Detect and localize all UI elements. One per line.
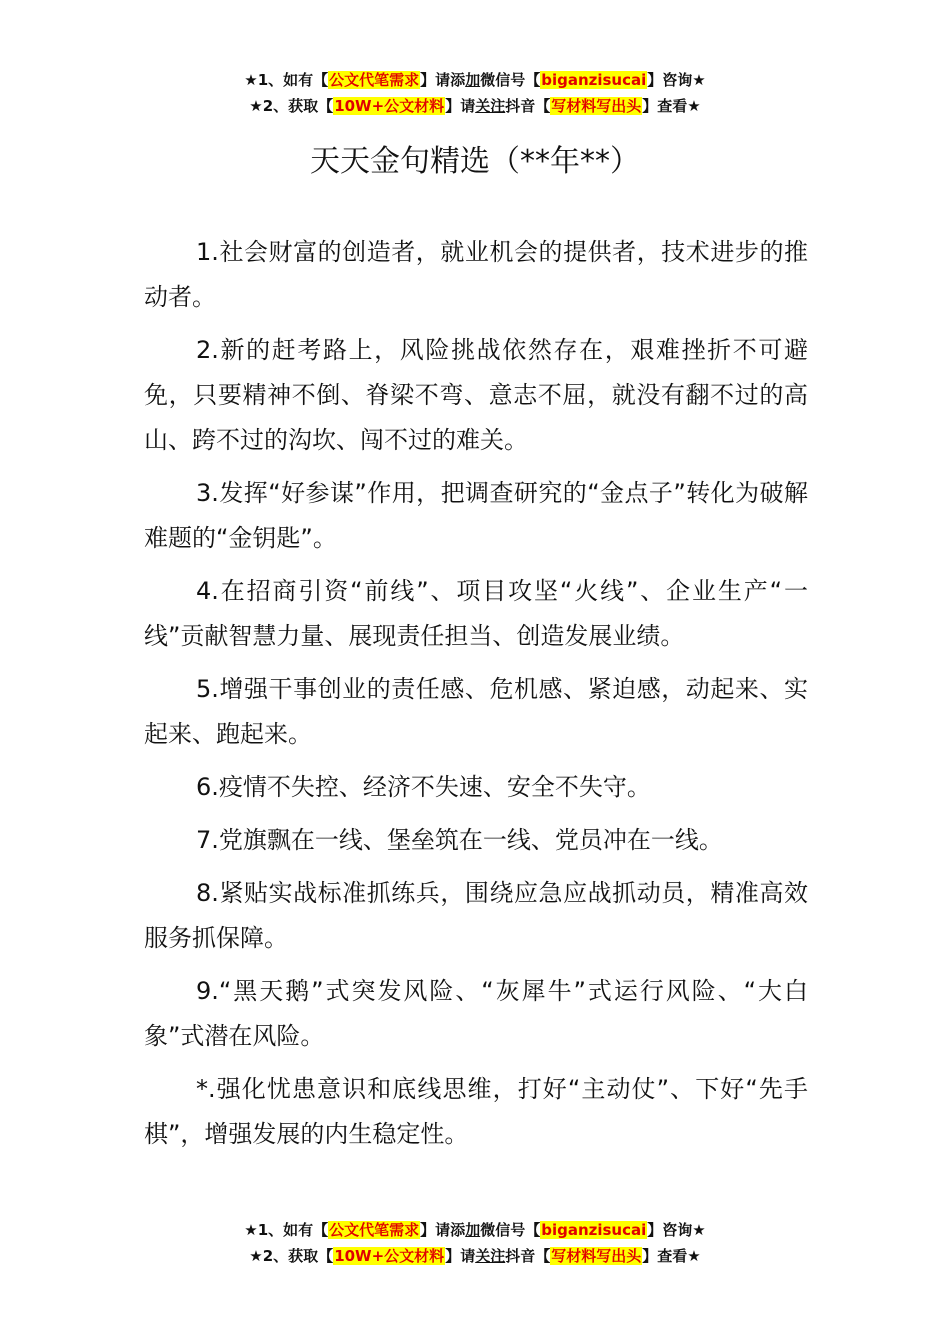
banner-text: 】请 (445, 1247, 476, 1265)
banner-text: ★2、获取【 (249, 97, 334, 115)
banner-text: ★1、如有【 (244, 1221, 329, 1239)
banner-text: 】查看★ (642, 1247, 701, 1265)
banner-text: 抖音【 (505, 97, 551, 115)
banner-text: 】请添 (420, 71, 466, 89)
banner-highlight: 10W+公文材料 (334, 97, 445, 115)
banner-highlight: 公文代笔需求 (329, 1221, 420, 1239)
paragraph-2: 2.新的赶考路上，风险挑战依然存在，艰难挫折不可避免，只要精神不倒、脊梁不弯、意志不屈，就没有翻不过的高山、跨不过的沟坎、闯不过的难关。 (144, 336, 808, 454)
paragraph-9: 9.“黑天鹅”式突发风险、“灰犀牛”式运行风险、“大白象”式潜在风险。 (144, 977, 808, 1050)
banner-line-2 (0, 93, 950, 119)
banner-underlined-text: 加 (465, 71, 481, 89)
paragraph-3: 3.发挥“好参谋”作用，把调查研究的“金点子”转化为破解难题的“金钥匙”。 (144, 479, 808, 552)
paragraph-8: 8.紧贴实战标准抓练兵，围绕应急应战抓动员，精准高效服务抓保障。 (144, 879, 808, 952)
paragraph-5: 5.增强干事创业的责任感、危机感、紧迫感，动起来、实起来、跑起来。 (144, 675, 808, 748)
banner-underlined-text: 关注 (475, 97, 506, 115)
paragraph-7: 7.党旗飘在一线、堡垒筑在一线、党员冲在一线。 (196, 826, 723, 854)
paragraph-6: 6.疫情不失控、经济不失速、安全不失守。 (196, 773, 651, 801)
banner-text: ★2、获取【 (249, 1247, 334, 1265)
banner-text: 】咨询★ (647, 1221, 706, 1239)
paragraph-10: *.强化忧患意识和底线思维，打好“主动仗”、下好“先手棋”，增强发展的内生稳定性。 (144, 1075, 808, 1148)
paragraph-1: 1.社会财富的创造者，就业机会的提供者，技术进步的推动者。 (144, 238, 808, 311)
banner-text: 抖音【 (505, 1247, 551, 1265)
bottom-banner (0, 1217, 950, 1269)
banner-text: 微信号【 (480, 71, 541, 89)
banner-text: 】请添 (420, 1221, 466, 1239)
banner-highlight: biganzisucai (541, 1221, 647, 1239)
banner-line-1 (0, 1217, 950, 1243)
banner-text: 】请 (445, 97, 476, 115)
banner-text: 】查看★ (642, 97, 701, 115)
banner-text: 】咨询★ (647, 71, 706, 89)
banner-underlined-text: 加 (465, 1221, 481, 1239)
document-body (144, 230, 808, 1165)
banner-underlined-text: 关注 (475, 1247, 506, 1265)
banner-highlight: 写材料写出头 (551, 97, 642, 115)
banner-highlight: 公文代笔需求 (329, 71, 420, 89)
banner-highlight: 10W+公文材料 (334, 1247, 445, 1265)
banner-highlight: 写材料写出头 (551, 1247, 642, 1265)
banner-text: 微信号【 (480, 1221, 541, 1239)
banner-line-1 (0, 67, 950, 93)
banner-highlight: biganzisucai (541, 71, 647, 89)
top-banner (0, 67, 950, 119)
banner-line-2 (0, 1243, 950, 1269)
banner-text: ★1、如有【 (244, 71, 329, 89)
paragraph-4: 4.在招商引资“前线”、项目攻坚“火线”、企业生产“一线”贡献智慧力量、展现责任担当、创造发展业绩。 (144, 577, 808, 650)
document-title: 天天金句精选（**年**） (310, 144, 640, 180)
